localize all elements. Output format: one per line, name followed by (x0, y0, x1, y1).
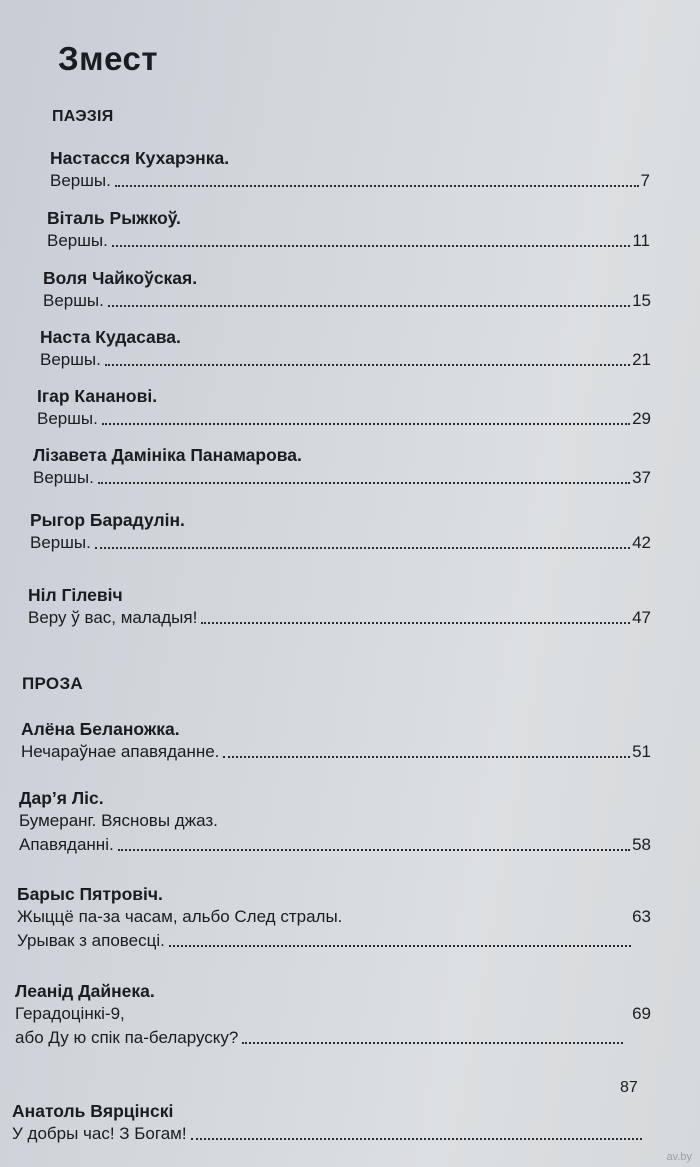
page-title: Змест (58, 40, 159, 77)
entry-author: Дар’я Ліс. (19, 788, 104, 808)
entry-page: 47 (632, 608, 651, 627)
entry-author: Настасся Кухарэнка. (50, 148, 230, 168)
entry-author: Рыгор Барадулін. (30, 510, 185, 530)
entry-page: 69 (632, 1004, 651, 1023)
entry-page: 15 (632, 291, 651, 310)
entry-author: Ніл Гілевіч (28, 585, 123, 605)
entry-title: У добры час! З Богам! (12, 1124, 187, 1143)
toc-entry (19, 787, 651, 857)
dot-leader (118, 849, 630, 851)
entry-title-line: або Ду ю спік па-беларуску? (15, 1028, 239, 1047)
entry-title: Вершы. (40, 350, 101, 369)
toc-entry (28, 584, 651, 630)
dot-leader (169, 945, 631, 947)
entry-author: Анатоль Вярцінскі (12, 1101, 174, 1121)
dot-leader (201, 622, 630, 624)
dot-leader (242, 1042, 623, 1044)
entry-title: Вершы. (47, 231, 108, 250)
entry-page: 51 (632, 742, 651, 761)
toc-entry (30, 509, 651, 555)
entry-title: Нечараўнае апавяданне. (21, 742, 220, 761)
dot-leader (223, 756, 630, 758)
dot-leader (112, 245, 631, 247)
entry-page: 42 (632, 533, 651, 552)
entry-author: Віталь Рыжкоў. (47, 208, 181, 228)
dot-leader (105, 364, 630, 366)
toc-entry (43, 267, 651, 313)
entry-title: Вершы. (33, 468, 94, 487)
entry-title: Вершы. (43, 291, 104, 310)
entry-author: Ігар Кананові. (37, 386, 158, 406)
entry-page: 7 (640, 171, 650, 190)
section-heading-prose: ПРОЗА (22, 674, 83, 693)
dot-leader (115, 185, 639, 187)
spacer (346, 921, 630, 923)
toc-entry (50, 147, 650, 193)
toc-entry (15, 980, 651, 1050)
toc-entry (17, 883, 651, 953)
entry-author: Леанід Дайнека. (15, 981, 155, 1001)
entry-title: Веру ў вас, маладыя! (28, 608, 198, 627)
toc-entry (33, 444, 651, 490)
entry-page: 37 (632, 468, 651, 487)
dot-leader (191, 1138, 642, 1140)
entry-author: Алёна Беланожка. (21, 719, 180, 739)
entry-title-line: Бумеранг. Вясновы джаз. (19, 811, 218, 830)
watermark: av.by (666, 1151, 692, 1163)
toc-entry (37, 385, 651, 431)
entry-page: 29 (632, 409, 651, 428)
entry-title-line: Герадоцінкі-9, (15, 1004, 125, 1023)
entry-title-line: Урывак з аповесці. (17, 931, 165, 950)
dot-leader (98, 482, 630, 484)
dot-leader (108, 305, 630, 307)
entry-page: 87 (620, 1079, 638, 1096)
dot-leader (95, 547, 630, 549)
entry-title-line: Жыццё па-за часам, альбо След стралы. (17, 907, 343, 926)
entry-title: Вершы. (30, 533, 91, 552)
entry-title: Вершы. (50, 171, 111, 190)
dot-leader (102, 423, 630, 425)
entry-author: Наста Кудасава. (40, 327, 181, 347)
entry-page: 11 (632, 231, 650, 250)
spacer (129, 1018, 630, 1020)
entry-author: Лізавета Дамініка Панамарова. (33, 445, 302, 465)
toc-entry (40, 326, 651, 372)
entry-title-line: Апавяданні. (19, 835, 114, 854)
entry-page: 58 (632, 835, 651, 854)
section-heading-poetry: ПАЭЗІЯ (52, 108, 114, 125)
entry-author: Воля Чайкоўская. (43, 268, 198, 288)
entry-page: 63 (632, 907, 651, 926)
entry-author: Барыс Пятровіч. (17, 884, 163, 904)
entry-page: 21 (632, 350, 651, 369)
entry-title: Вершы. (37, 409, 98, 428)
toc-entry (21, 718, 651, 764)
toc-entry (12, 1100, 642, 1146)
toc-entry (47, 207, 650, 253)
